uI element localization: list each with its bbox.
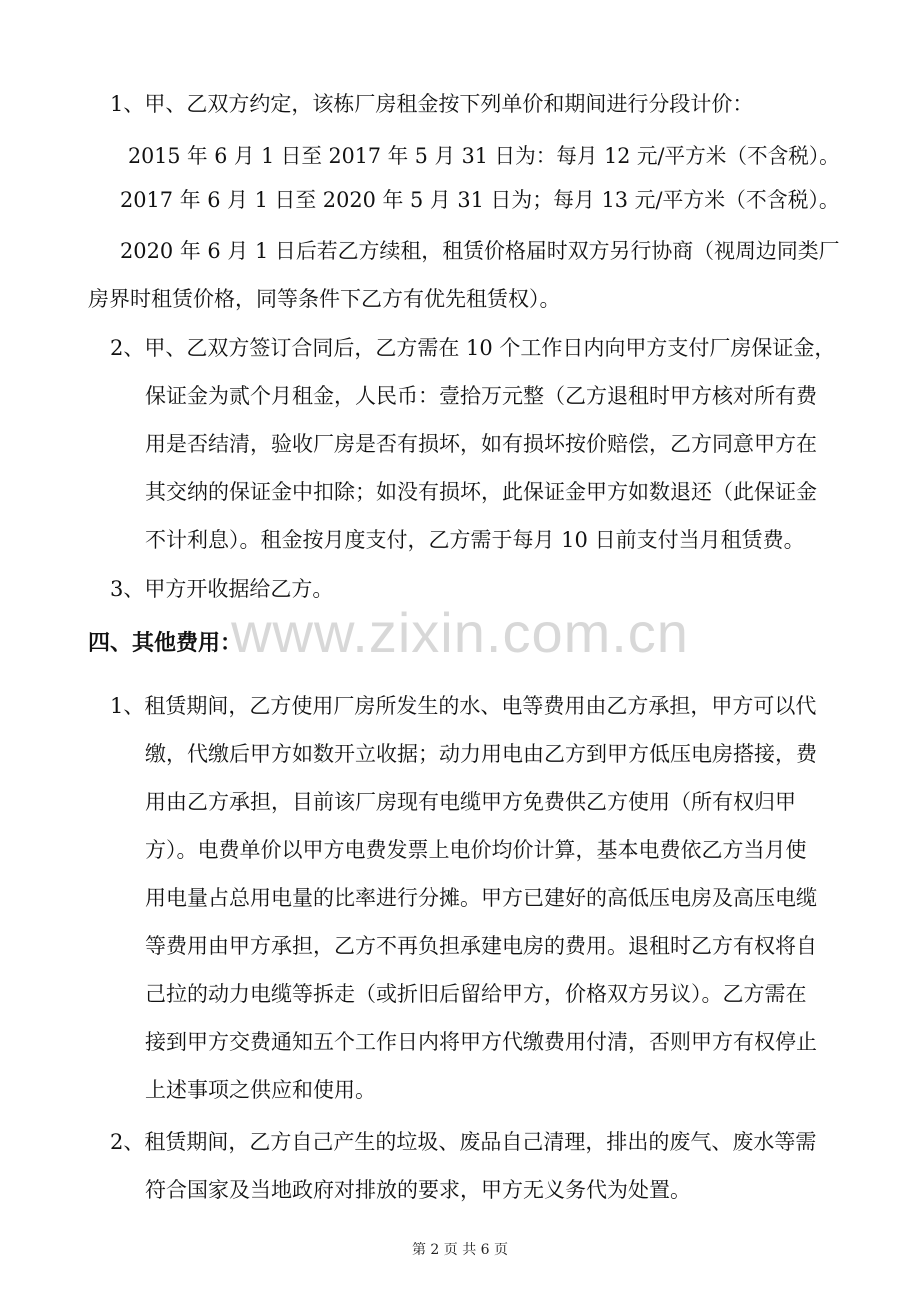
page-footer: 第 2 页 共 6 页: [411, 1242, 509, 1258]
watermark: www.zixin.com.cn: [231, 601, 689, 664]
renewal-line-2: 房界时租赁价格，同等条件下乙方有优先租赁权）。: [88, 287, 561, 311]
deposit-line: 2、甲、乙双方签订合同后，乙方需在 10 个工作日内向甲方支付厂房保证金，: [110, 336, 836, 360]
fees-line: 用由乙方承担，目前该厂房现有电缆甲方免费供乙方使用（所有权归甲: [145, 790, 796, 814]
fees-line: 己拉的动力电缆等拆走（或折旧后留给甲方，价格双方另议）。乙方需在: [145, 982, 807, 1006]
section-heading: 四、其他费用：: [88, 631, 243, 656]
fees-line: 上述事项之供应和使用。: [145, 1078, 376, 1102]
waste-line: 符合国家及当地政府对排放的要求，甲方无义务代为处置。: [145, 1178, 691, 1202]
waste-line: 2、租赁期间，乙方自己产生的垃圾、废品自己清理，排出的废气、废水等需: [110, 1130, 817, 1154]
rent-rate-1: 2015 年 6 月 1 日至 2017 年 5 月 31 日为：每月 12 元/平方米（不含税）。: [128, 144, 840, 168]
deposit-line: 用是否结清，验收厂房是否有损坏，如有损坏按价赔偿，乙方同意甲方在: [145, 432, 817, 456]
receipt-item: 3、甲方开收据给乙方。: [110, 577, 334, 601]
fees-line: 等费用由甲方承担，乙方不再负担承建电房的费用。退租时乙方有权将自: [145, 934, 817, 958]
rent-rate-2: 2017 年 6 月 1 日至 2020 年 5 月 31 日为；每月 13 元/平方米（不含税）。: [120, 188, 840, 212]
deposit-line: 其交纳的保证金中扣除；如没有损坏，此保证金甲方如数退还（此保证金: [145, 480, 817, 504]
fees-line: 方）。电费单价以甲方电费发票上电价均价计算，基本电费依乙方当月使: [145, 838, 807, 862]
fees-line: 用电量占总用电量的比率进行分摊。甲方已建好的高低压电房及高压电缆: [145, 886, 817, 910]
fees-line: 1、租赁期间，乙方使用厂房所发生的水、电等费用由乙方承担，甲方可以代: [110, 694, 817, 718]
rent-item-1: 1、甲、乙双方约定，该栋厂房租金按下列单价和期间进行分段计价：: [110, 92, 754, 116]
renewal-line-1: 2020 年 6 月 1 日后若乙方续租，租赁价格届时双方另行协商（视周边同类厂: [120, 239, 840, 263]
fees-line: 缴，代缴后甲方如数开立收据；动力用电由乙方到甲方低压电房搭接，费: [145, 742, 817, 766]
deposit-line: 保证金为贰个月租金，人民币：壹拾万元整（乙方退租时甲方核对所有费: [145, 384, 817, 408]
deposit-line: 不计利息）。租金按月度支付，乙方需于每月 10 日前支付当月租赁费。: [145, 528, 805, 552]
fees-line: 接到甲方交费通知五个工作日内将甲方代缴费用付清，否则甲方有权停止: [145, 1030, 817, 1054]
